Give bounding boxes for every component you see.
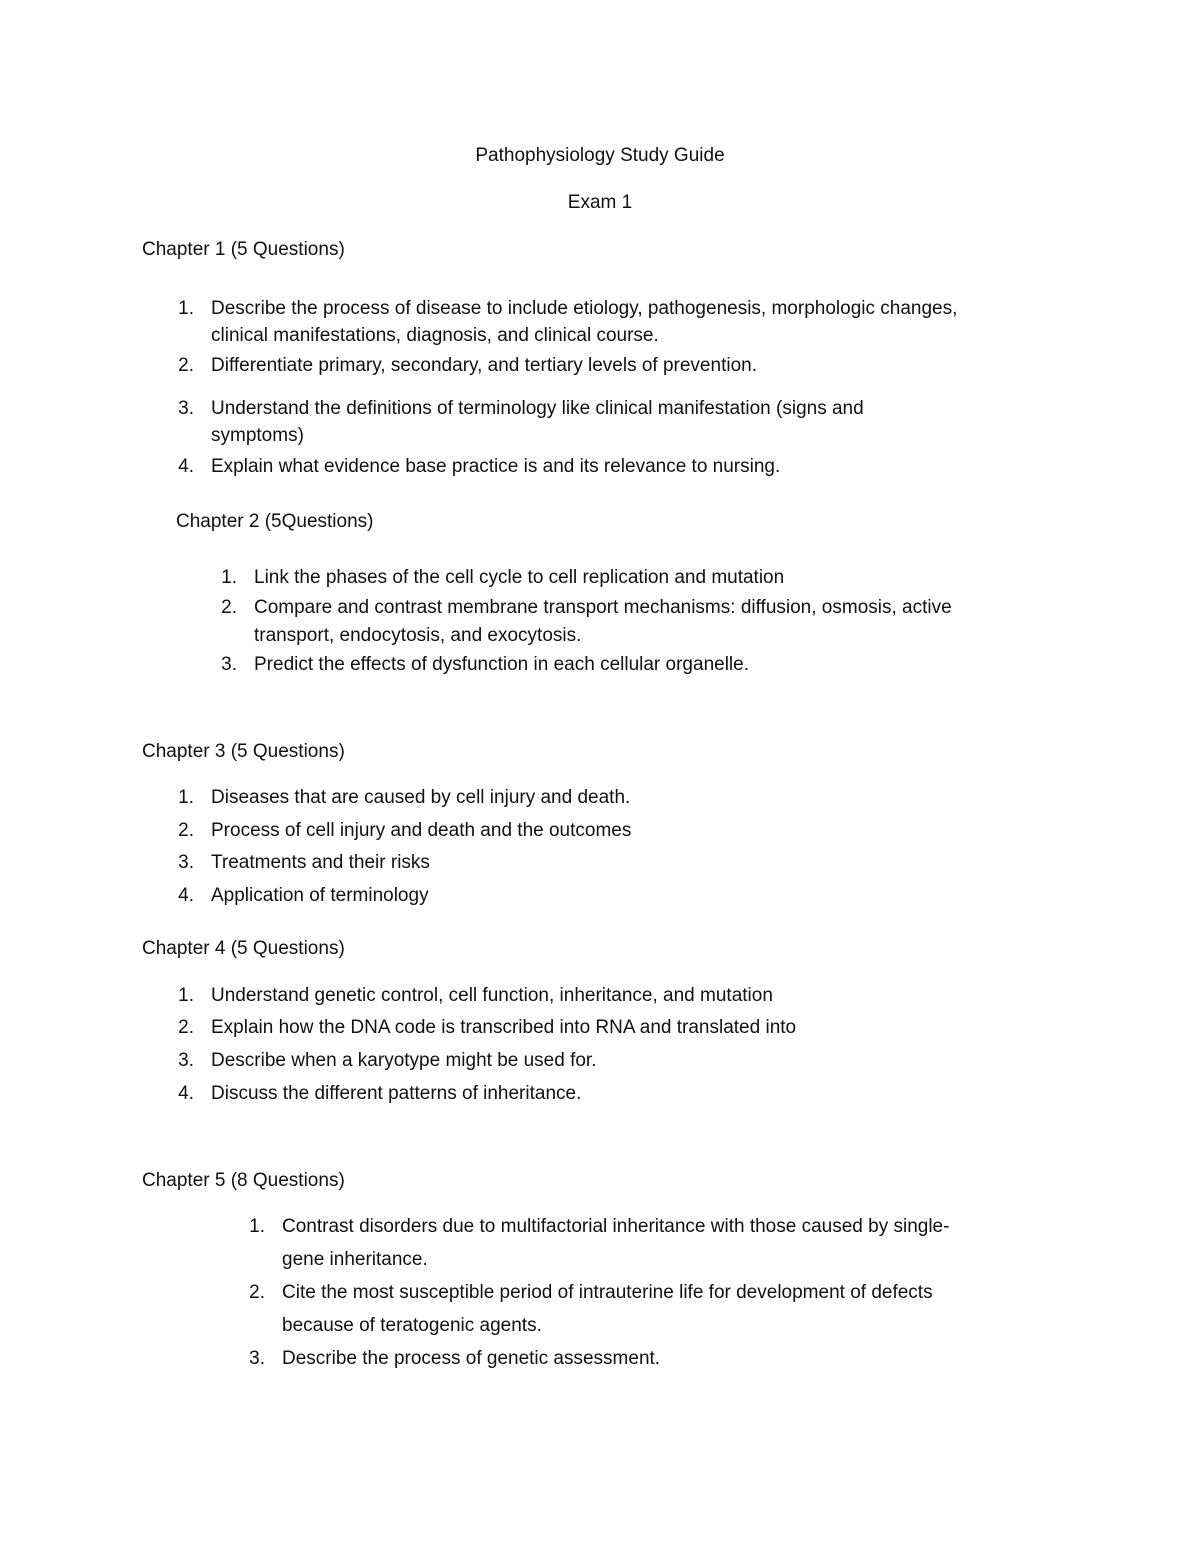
list-text: Link the phases of the cell cycle to cell replication and mutation bbox=[254, 567, 785, 588]
list-text: Treatments and their risks bbox=[211, 852, 430, 873]
list-text: Predict the effects of dysfunction in each cellular organelle. bbox=[254, 654, 749, 675]
chapter-2-heading: Chapter 2 (5Questions) bbox=[176, 511, 374, 532]
list-text: Diseases that are caused by cell injury and death. bbox=[211, 787, 631, 808]
list-number: 1. bbox=[221, 567, 237, 588]
list-number: 3. bbox=[178, 852, 194, 873]
list-text: Understand genetic control, cell function, inheritance, and mutation bbox=[211, 985, 773, 1006]
list-text: Cite the most susceptible period of intrauterine life for development of defects bbox=[282, 1282, 933, 1303]
list-number: 3. bbox=[178, 398, 194, 419]
list-text: Discuss the different patterns of inheritance. bbox=[211, 1083, 582, 1104]
list-text: Process of cell injury and death and the outcomes bbox=[211, 820, 632, 841]
list-text: Explain how the DNA code is transcribed into RNA and translated into bbox=[211, 1017, 797, 1038]
list-text: symptoms) bbox=[211, 425, 304, 446]
list-number: 4. bbox=[178, 456, 194, 477]
chapter-1-heading: Chapter 1 (5 Questions) bbox=[142, 239, 345, 260]
list-text: Contrast disorders due to multifactorial inheritance with those caused by single- bbox=[282, 1216, 950, 1237]
list-text: because of teratogenic agents. bbox=[282, 1315, 542, 1336]
chapter-4-heading: Chapter 4 (5 Questions) bbox=[142, 938, 345, 959]
list-number: 2. bbox=[221, 597, 237, 618]
list-text: Compare and contrast membrane transport mechanisms: diffusion, osmosis, active bbox=[254, 597, 952, 618]
list-text: Differentiate primary, secondary, and tertiary levels of prevention. bbox=[211, 355, 757, 376]
list-number: 4. bbox=[178, 1083, 194, 1104]
list-number: 4. bbox=[178, 885, 194, 906]
list-text: Describe the process of disease to include etiology, pathogenesis, morphologic changes, bbox=[211, 298, 958, 319]
list-text: Application of terminology bbox=[211, 885, 429, 906]
list-number: 2. bbox=[178, 820, 194, 841]
list-number: 3. bbox=[221, 654, 237, 675]
list-text: Understand the definitions of terminology like clinical manifestation (signs and bbox=[211, 398, 864, 419]
list-number: 3. bbox=[178, 1050, 194, 1071]
list-text: Describe the process of genetic assessment. bbox=[282, 1348, 661, 1369]
document-subtitle: Exam 1 bbox=[567, 192, 633, 213]
list-text: gene inheritance. bbox=[282, 1249, 428, 1270]
list-number: 2. bbox=[178, 1017, 194, 1038]
list-text: clinical manifestations, diagnosis, and clinical course. bbox=[211, 325, 659, 346]
list-text: transport, endocytosis, and exocytosis. bbox=[254, 625, 582, 646]
list-number: 1. bbox=[178, 298, 194, 319]
document-title: Pathophysiology Study Guide bbox=[475, 145, 725, 166]
list-text: Describe when a karyotype might be used for. bbox=[211, 1050, 597, 1071]
list-text: Explain what evidence base practice is and its relevance to nursing. bbox=[211, 456, 781, 477]
list-number: 2. bbox=[178, 355, 194, 376]
list-number: 2. bbox=[249, 1282, 265, 1303]
chapter-3-heading: Chapter 3 (5 Questions) bbox=[142, 741, 345, 762]
list-number: 3. bbox=[249, 1348, 265, 1369]
list-number: 1. bbox=[178, 985, 194, 1006]
chapter-5-heading: Chapter 5 (8 Questions) bbox=[142, 1170, 345, 1191]
list-number: 1. bbox=[178, 787, 194, 808]
list-number: 1. bbox=[249, 1216, 265, 1237]
